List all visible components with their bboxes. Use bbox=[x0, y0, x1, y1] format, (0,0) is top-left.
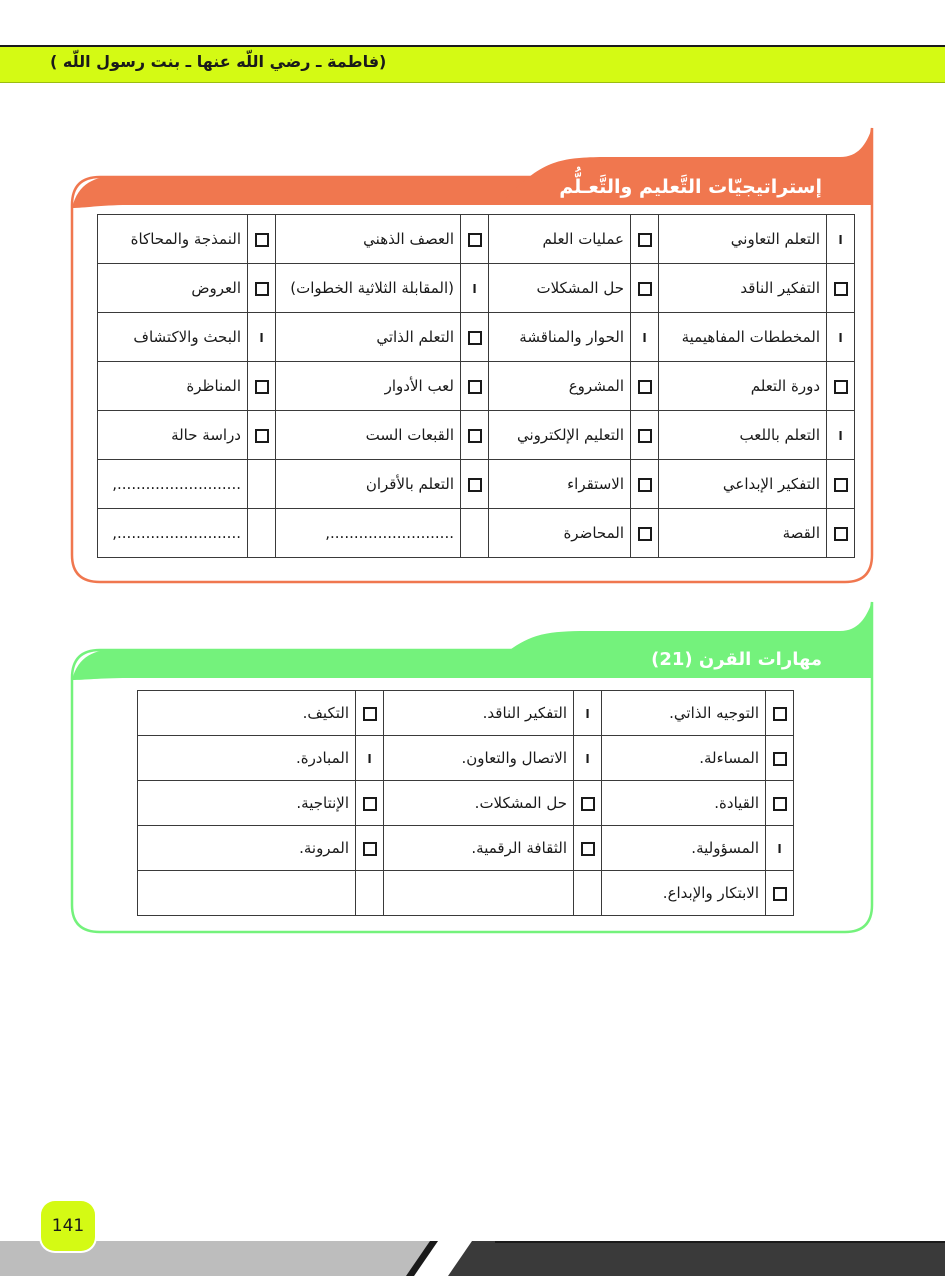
strategy-mark-cell[interactable] bbox=[827, 509, 855, 558]
strategy-mark-cell[interactable] bbox=[827, 362, 855, 411]
strategy-row bbox=[98, 215, 855, 264]
strategy-label-cell bbox=[489, 264, 631, 313]
strategy-label: .........................., bbox=[325, 524, 454, 542]
strategy-mark-cell bbox=[248, 313, 276, 362]
strategy-row bbox=[98, 460, 855, 509]
skill-label-cell bbox=[138, 826, 356, 871]
checkbox-icon[interactable] bbox=[834, 282, 848, 296]
skill-label-cell bbox=[602, 736, 766, 781]
skill-label: المبادرة. bbox=[295, 749, 349, 767]
checkbox-icon[interactable] bbox=[773, 752, 787, 766]
skill-label: الاتصال والتعاون. bbox=[461, 749, 567, 767]
tick-mark-icon: ا bbox=[777, 842, 782, 856]
strategy-label-cell bbox=[276, 411, 461, 460]
strategy-label-cell bbox=[489, 460, 631, 509]
strategy-label: التعلم باللعب bbox=[739, 426, 820, 444]
skill-label-cell bbox=[602, 781, 766, 826]
strategies-title: إستراتيجيّات التَّعليم والتَّعـلُّم bbox=[559, 176, 822, 198]
checkbox-icon[interactable] bbox=[638, 282, 652, 296]
strategy-label: الحوار والمناقشة bbox=[519, 328, 624, 346]
strategy-label: حل المشكلات bbox=[536, 279, 624, 297]
checkbox-icon[interactable] bbox=[638, 527, 652, 541]
strategy-mark-cell[interactable] bbox=[827, 460, 855, 509]
skill-label-cell bbox=[384, 826, 574, 871]
skill-mark-cell bbox=[574, 691, 602, 736]
strategy-label: دراسة حالة bbox=[171, 426, 241, 444]
strategy-label-cell bbox=[276, 215, 461, 264]
skill-label-cell bbox=[384, 736, 574, 781]
strategy-label: التفكير الناقد bbox=[740, 279, 820, 297]
strategy-label-cell bbox=[659, 411, 827, 460]
strategy-row bbox=[98, 362, 855, 411]
skill-label-cell bbox=[138, 871, 356, 916]
skill-label: الثقافة الرقمية. bbox=[471, 839, 567, 857]
skill-label-cell bbox=[602, 826, 766, 871]
footer-rule bbox=[495, 1241, 945, 1243]
skill-label-cell bbox=[138, 736, 356, 781]
strategy-label: (المقابلة الثلاثية الخطوات) bbox=[290, 279, 454, 297]
skill-label: الإنتاجية. bbox=[296, 794, 349, 812]
strategy-label: التعلم التعاوني bbox=[730, 230, 820, 248]
checkbox-icon[interactable] bbox=[581, 842, 595, 856]
strategy-label: العروض bbox=[191, 279, 241, 297]
strategy-label-cell bbox=[489, 362, 631, 411]
strategy-mark-cell[interactable] bbox=[461, 460, 489, 509]
strategy-label-cell bbox=[489, 313, 631, 362]
strategy-mark-cell[interactable] bbox=[248, 411, 276, 460]
strategy-label-cell bbox=[489, 215, 631, 264]
tick-mark-icon: ا bbox=[838, 331, 843, 345]
skill-mark-cell[interactable] bbox=[766, 871, 794, 916]
strategy-mark-cell bbox=[461, 264, 489, 313]
strategy-label-cell bbox=[276, 264, 461, 313]
strategy-mark-cell[interactable] bbox=[827, 264, 855, 313]
strategy-row bbox=[98, 264, 855, 313]
skill-row bbox=[138, 871, 794, 916]
skill-label: التوجيه الذاتي. bbox=[669, 704, 759, 722]
skill-row bbox=[138, 691, 794, 736]
checkbox-icon[interactable] bbox=[363, 842, 377, 856]
checkbox-icon[interactable] bbox=[363, 707, 377, 721]
strategy-label: التعلم الذاتي bbox=[376, 328, 454, 346]
skills-body bbox=[138, 691, 794, 916]
strategy-label-cell bbox=[659, 215, 827, 264]
checkbox-icon[interactable] bbox=[773, 797, 787, 811]
strategy-mark-cell[interactable] bbox=[461, 215, 489, 264]
skill-mark-cell bbox=[356, 736, 384, 781]
tick-mark-icon: ا bbox=[259, 331, 264, 345]
strategy-label: المخططات المفاهيمية bbox=[681, 328, 820, 346]
strategy-mark-cell[interactable] bbox=[248, 215, 276, 264]
tick-mark-icon: ا bbox=[367, 752, 372, 766]
strategies-table bbox=[97, 214, 855, 558]
strategies-body bbox=[98, 215, 855, 558]
strategy-mark-cell bbox=[631, 313, 659, 362]
strategy-label: دورة التعلم bbox=[750, 377, 820, 395]
strategy-mark-cell[interactable] bbox=[461, 411, 489, 460]
strategy-label: العصف الذهني bbox=[363, 230, 454, 248]
checkbox-icon[interactable] bbox=[773, 707, 787, 721]
strategy-label: لعب الأدوار bbox=[384, 377, 454, 395]
checkbox-icon[interactable] bbox=[255, 380, 269, 394]
strategy-row bbox=[98, 509, 855, 558]
strategy-mark-cell[interactable] bbox=[461, 313, 489, 362]
strategy-label-cell bbox=[276, 509, 461, 558]
footer-stripe-dark bbox=[448, 1241, 945, 1276]
skill-mark-cell[interactable] bbox=[356, 826, 384, 871]
checkbox-icon[interactable] bbox=[581, 797, 595, 811]
strategy-label-cell bbox=[98, 264, 248, 313]
checkbox-icon[interactable] bbox=[363, 797, 377, 811]
skill-mark-cell[interactable] bbox=[356, 691, 384, 736]
strategy-mark-cell[interactable] bbox=[631, 509, 659, 558]
checkbox-icon[interactable] bbox=[468, 380, 482, 394]
checkbox-icon[interactable] bbox=[638, 233, 652, 247]
strategy-mark-cell bbox=[248, 509, 276, 558]
strategy-label-cell bbox=[659, 362, 827, 411]
skills-title: مهارات القرن (21) bbox=[651, 649, 822, 670]
checkbox-icon[interactable] bbox=[638, 429, 652, 443]
checkbox-icon[interactable] bbox=[468, 478, 482, 492]
skill-label-cell bbox=[384, 781, 574, 826]
strategy-label-cell bbox=[659, 509, 827, 558]
checkbox-icon[interactable] bbox=[255, 429, 269, 443]
checkbox-icon[interactable] bbox=[638, 478, 652, 492]
strategy-label-cell bbox=[98, 460, 248, 509]
strategy-mark-cell[interactable] bbox=[631, 362, 659, 411]
strategy-label: القصة bbox=[782, 524, 820, 542]
tick-mark-icon: ا bbox=[472, 282, 477, 296]
strategy-row bbox=[98, 313, 855, 362]
strategy-mark-cell[interactable] bbox=[461, 362, 489, 411]
strategy-label: التفكير الإبداعي bbox=[722, 475, 820, 493]
strategy-label: النمذجة والمحاكاة bbox=[130, 230, 241, 248]
checkbox-icon[interactable] bbox=[638, 380, 652, 394]
skill-label-cell bbox=[138, 781, 356, 826]
strategy-label-cell bbox=[489, 411, 631, 460]
skill-mark-cell bbox=[766, 826, 794, 871]
strategy-mark-cell[interactable] bbox=[248, 362, 276, 411]
tick-mark-icon: ا bbox=[585, 707, 590, 721]
strategy-mark-cell bbox=[827, 215, 855, 264]
strategy-label-cell bbox=[276, 313, 461, 362]
strategy-label: المناظرة bbox=[186, 377, 241, 395]
strategy-label-cell bbox=[98, 411, 248, 460]
skill-label: التكيف. bbox=[302, 704, 349, 722]
strategy-label: عمليات العلم bbox=[542, 230, 624, 248]
strategy-label: المشروع bbox=[568, 377, 624, 395]
checkbox-icon[interactable] bbox=[468, 233, 482, 247]
checkbox-icon[interactable] bbox=[468, 429, 482, 443]
strategy-mark-cell[interactable] bbox=[631, 264, 659, 313]
strategy-label: التعلم بالأقران bbox=[365, 475, 454, 493]
tick-mark-icon: ا bbox=[642, 331, 647, 345]
skill-mark-cell[interactable] bbox=[766, 781, 794, 826]
strategy-mark-cell bbox=[461, 509, 489, 558]
header-title: (فاطمة ـ رضي اللّه عنها ـ بنت رسول اللّه ) bbox=[50, 52, 387, 71]
tick-mark-icon: ا bbox=[838, 429, 843, 443]
strategy-mark-cell[interactable] bbox=[631, 460, 659, 509]
strategy-mark-cell[interactable] bbox=[631, 411, 659, 460]
skill-row bbox=[138, 781, 794, 826]
skill-mark-cell[interactable] bbox=[766, 736, 794, 781]
checkbox-icon[interactable] bbox=[834, 527, 848, 541]
skill-label: حل المشكلات. bbox=[474, 794, 567, 812]
strategy-mark-cell bbox=[248, 460, 276, 509]
strategy-label: .........................., bbox=[112, 524, 241, 542]
skill-mark-cell[interactable] bbox=[356, 781, 384, 826]
skill-label: المساءلة. bbox=[699, 749, 759, 767]
strategy-mark-cell[interactable] bbox=[248, 264, 276, 313]
skill-label: المرونة. bbox=[299, 839, 349, 857]
skill-mark-cell bbox=[574, 736, 602, 781]
tick-mark-icon: ا bbox=[838, 233, 843, 247]
strategy-label: الاستقراء bbox=[567, 475, 624, 493]
strategy-label: المحاضرة bbox=[563, 524, 624, 542]
checkbox-icon[interactable] bbox=[255, 233, 269, 247]
strategy-label-cell bbox=[659, 264, 827, 313]
skill-label: المسؤولية. bbox=[691, 839, 759, 857]
checkbox-icon[interactable] bbox=[834, 478, 848, 492]
strategy-label: التعليم الإلكتروني bbox=[516, 426, 624, 444]
skill-mark-cell[interactable] bbox=[766, 691, 794, 736]
skill-row bbox=[138, 736, 794, 781]
skill-label: الابتكار والإبداع. bbox=[662, 884, 759, 902]
strategy-mark-cell[interactable] bbox=[631, 215, 659, 264]
skill-mark-cell[interactable] bbox=[574, 826, 602, 871]
strategy-label-cell bbox=[659, 313, 827, 362]
strategy-label-cell bbox=[659, 460, 827, 509]
skill-label: القيادة. bbox=[714, 794, 759, 812]
checkbox-icon[interactable] bbox=[773, 887, 787, 901]
strategy-label-cell bbox=[98, 509, 248, 558]
strategy-mark-cell bbox=[827, 411, 855, 460]
skill-label: التفكير الناقد. bbox=[482, 704, 567, 722]
strategy-label-cell bbox=[98, 215, 248, 264]
skill-mark-cell bbox=[574, 871, 602, 916]
checkbox-icon[interactable] bbox=[255, 282, 269, 296]
skills-table bbox=[137, 690, 794, 916]
skill-label-cell bbox=[602, 871, 766, 916]
strategy-label: القبعات الست bbox=[365, 426, 454, 444]
strategy-label: البحث والاكتشاف bbox=[133, 328, 241, 346]
strategy-row bbox=[98, 411, 855, 460]
strategy-label: .........................., bbox=[112, 475, 241, 493]
skill-label-cell bbox=[138, 691, 356, 736]
skill-row bbox=[138, 826, 794, 871]
skill-label-cell bbox=[384, 691, 574, 736]
strategy-mark-cell bbox=[827, 313, 855, 362]
strategy-label-cell bbox=[489, 509, 631, 558]
skill-mark-cell[interactable] bbox=[574, 781, 602, 826]
checkbox-icon[interactable] bbox=[834, 380, 848, 394]
skill-mark-cell bbox=[356, 871, 384, 916]
skill-label-cell bbox=[602, 691, 766, 736]
strategy-label-cell bbox=[276, 460, 461, 509]
strategy-label-cell bbox=[98, 362, 248, 411]
tick-mark-icon: ا bbox=[585, 752, 590, 766]
strategy-label-cell bbox=[98, 313, 248, 362]
checkbox-icon[interactable] bbox=[468, 331, 482, 345]
page-number: 141 bbox=[41, 1201, 95, 1251]
strategy-label-cell bbox=[276, 362, 461, 411]
skill-label-cell bbox=[384, 871, 574, 916]
